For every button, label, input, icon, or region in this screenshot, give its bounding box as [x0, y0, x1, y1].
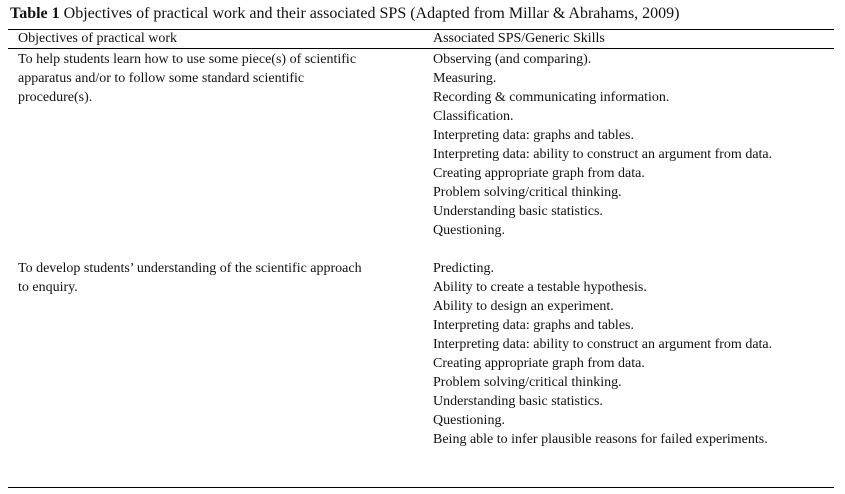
skills-list — [433, 50, 813, 240]
objectives-table — [8, 0, 834, 447]
header-objectives: Objectives of practical work — [18, 31, 177, 46]
table-bottom-rule — [8, 487, 834, 488]
table-caption — [8, 0, 834, 24]
skill-item: Creating appropriate graph from data. — [433, 166, 645, 181]
table-header-rule — [8, 48, 834, 49]
skill-item: Problem solving/critical thinking. — [433, 185, 622, 200]
skill-item: Creating appropriate graph from data. — [433, 356, 645, 371]
skill-item: Understanding basic statistics. — [433, 394, 603, 409]
skill-item: Observing (and comparing). — [433, 52, 592, 67]
skill-item: Questioning. — [433, 223, 505, 238]
skill-item: Interpreting data: graphs and tables. — [433, 318, 634, 333]
table-caption-text: Objectives of practical work and their associated SPS (Adapted from Millar & Abrahams, 2009) — [59, 5, 680, 22]
header-skills: Associated SPS/Generic Skills — [433, 31, 605, 46]
skill-item: Measuring. — [433, 71, 497, 86]
skill-item: Questioning. — [433, 413, 505, 428]
objective-cell: To help students learn how to use some piece(s) of scientific apparatus and/or to follow some standard scientific procedure(s). — [18, 52, 357, 105]
skill-item: Interpreting data: graphs and tables. — [433, 128, 634, 143]
skill-item: Understanding basic statistics. — [433, 204, 603, 219]
skill-item: Problem solving/critical thinking. — [433, 375, 622, 390]
table-header-row — [8, 30, 834, 48]
skill-item: Ability to design an experiment. — [433, 299, 614, 314]
skills-list — [433, 259, 813, 449]
skill-item: Being able to infer plausible reasons for failed experiments. — [433, 432, 768, 447]
skill-item: Predicting. — [433, 261, 495, 276]
table-caption-label: Table 1 — [10, 5, 60, 22]
skill-item: Interpreting data: ability to construct an argument from data. — [433, 337, 773, 352]
skill-item: Interpreting data: ability to construct an argument from data. — [433, 147, 773, 162]
skill-item: Ability to create a testable hypothesis. — [433, 280, 647, 295]
skill-item: Recording & communicating information. — [433, 90, 670, 105]
objective-cell: To develop students’ understanding of the scientific approach to enquiry. — [18, 261, 362, 295]
skill-item: Classification. — [433, 109, 514, 124]
